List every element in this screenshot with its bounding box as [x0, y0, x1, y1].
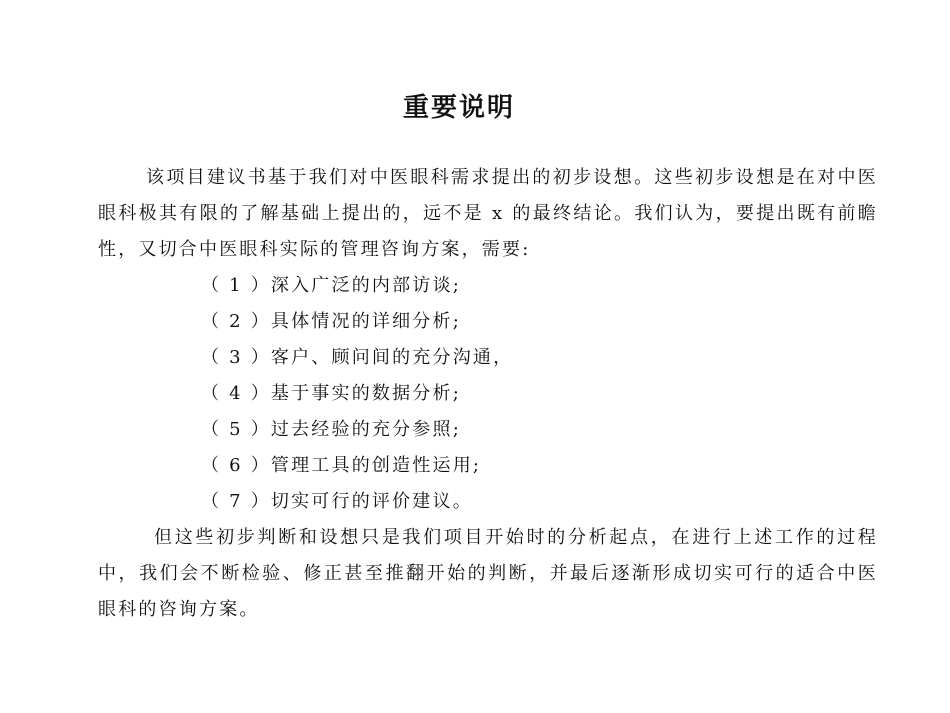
list-item-number: （ 2 ）	[201, 311, 271, 332]
list-item-text: 管理工具的创造性运用;	[270, 455, 482, 476]
list-item-number: （ 4 ）	[201, 383, 271, 404]
closing-paragraph: 但这些初步判断和设想只是我们项目开始时的分析起点，在进行上述工作的过程中，我们会不断检验、修正甚至推翻开始的判断，并最后逐渐形成切实可行的适合中医眼科的咨询方案。	[98, 527, 878, 620]
list-item-number: （ 3 ）	[201, 347, 271, 368]
page-title: 重要说明	[402, 93, 515, 123]
list-item-text: 基于事实的数据分析;	[270, 383, 461, 404]
list-item	[98, 304, 878, 340]
list-item-text: 深入广泛的内部访谈;	[270, 275, 461, 296]
list-item	[98, 268, 878, 304]
list-item-number: （ 7 ）	[201, 491, 271, 512]
list-item-text: 过去经验的充分参照;	[270, 419, 461, 440]
intro-paragraph: 该项目建议书基于我们对中医眼科需求提出的初步设想。这些初步设想是在对中医眼科极其有限的了解基础上提出的，远不是 x 的最终结论。我们认为，要提出既有前瞻性，又切合中医眼科实际的管理咨询方案，需要:	[98, 167, 878, 260]
document-body	[98, 160, 878, 628]
list-item-number: （ 6 ）	[201, 455, 271, 476]
list-item-number: （ 1 ）	[201, 275, 271, 296]
list-item	[98, 484, 878, 520]
requirements-list	[98, 268, 878, 520]
list-item-text: 具体情况的详细分析;	[270, 311, 461, 332]
list-item-text: 客户、顾问间的充分沟通，	[270, 347, 514, 368]
list-item	[98, 376, 878, 412]
list-item-number: （ 5 ）	[201, 419, 271, 440]
list-item-text: 切实可行的评价建议。	[270, 491, 473, 512]
list-item	[98, 340, 878, 376]
list-item	[98, 448, 878, 484]
list-item	[98, 412, 878, 448]
